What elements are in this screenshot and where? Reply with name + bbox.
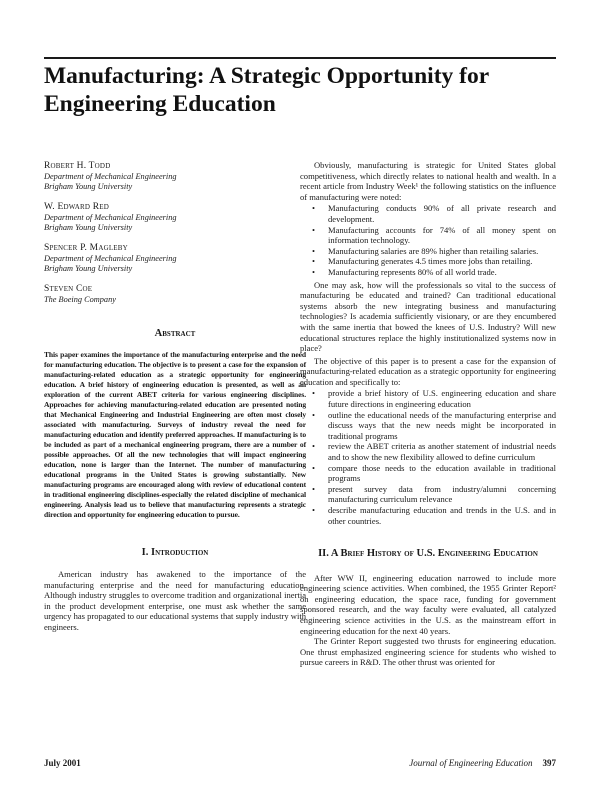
history-heading: II. A Brief History of U.S. Engineering Education: [318, 548, 538, 560]
author-name: Robert H. Todd: [44, 161, 111, 171]
footer-date: July 2001: [44, 758, 81, 768]
intro-heading: I. Introduction: [141, 547, 209, 558]
list-item: • Manufacturing conducts 90% of all private research and development.: [328, 203, 556, 224]
body-paragraph: The objective of this paper is to present a case for the expansion of manufacturing-related education as a strategic opportunity for engineering education and specifically to:: [300, 355, 556, 387]
author-block: [44, 201, 306, 233]
title-rule: [44, 57, 556, 59]
author-affiliation: Department of Mechanical Engineering: [44, 172, 177, 181]
author-block: [44, 160, 306, 192]
author-name: Steven Coe: [44, 284, 93, 294]
statistics-list: [300, 203, 556, 277]
intro-paragraph: American industry has awakened to the importance of the manufacturing enterprise and the need for manufacturing education. Although industry struggles to overcome tradition and organizational inertia in the product development enterprise, one must ask whether the same urgency has propagated to our educational systems that supply industry with engineers.: [44, 569, 306, 632]
objectives-list: [300, 388, 556, 526]
author-name: W. Edward Red: [44, 202, 109, 212]
body-paragraph: After WW II, engineering education narrowed to include more engineering science activities. When combined, the 1955 Grinter Report² on engineering education, the space race, funding for government sponsored research, and the way faculty were evaluated, all catalyzed engineering science activities in the U.S. as the mainstream effort in engineering education for the next 40 years.: [300, 572, 556, 636]
list-item: • present survey data from industry/alumni concerning manufacturing curriculum relevance: [328, 484, 556, 505]
author-affiliation: Department of Mechanical Engineering: [44, 213, 177, 222]
author-block: [44, 283, 306, 305]
author-institution: Brigham Young University: [44, 182, 133, 191]
body-paragraph: One may ask, how will the professionals so vital to the success of manufacturing be educated and trained? Can traditional educational systems absorb the new integrating business and manufacturing technologies? Is academia sufficiently visionary, or are they encumbered with the same inertia that bowed the knees of U.S. Industry? Will new educational structures replace the highly institutionalized systems now in place?: [300, 279, 556, 354]
author-institution: Brigham Young University: [44, 264, 133, 273]
author-name: Spencer P. Magleby: [44, 243, 128, 253]
footer-journal: [409, 758, 556, 768]
abstract-text: This paper examines the importance of the manufacturing enterprise and the need for manufacturing education. The objective is to present a case for the expansion of manufacturing-related education as a strategic opportunity for engineering education. A brief history of engineering education is presented, as well as an exploration of the current ABET criteria for various engineering disciplines. Approaches for achieving manufacturing-related education are presented noting that Mechanical Engineering and Industrial Engineering are often most closely associated with manufacturing. Surveys of industry reveal the need for manufacturing education and identify preferred approaches. If manufacturing is to be included as part of a mechanical engineering program, there are a number of possible approaches. Of all the new technologies that will impact engineering education, none is larger than the Internet. The number of manufacturing educational programs in the United States is growing substantially. New manufacturing programs are encouraged along with review of educational content in traditional engineering disciplines-especially the related discipline of mechanical engineering. Analysis lead us to believe that manufacturing represents a strategic direction and opportunity for engineering education to pursue.: [44, 350, 306, 519]
list-item: • review the ABET criteria as another statement of industrial needs and to show the new flexibility allowed to define curriculum: [328, 441, 556, 462]
paper-title: Manufacturing: A Strategic Opportunity for Engineering Education: [44, 63, 489, 117]
left-column: [44, 160, 306, 633]
list-item: • Manufacturing salaries are 89% higher than retailing salaries.: [328, 246, 556, 257]
list-item: • Manufacturing accounts for 74% of all money spent on information technology.: [328, 225, 556, 246]
list-item: • provide a brief history of U.S. engineering education and share future directions in engineering education: [328, 388, 556, 409]
list-item: • Manufacturing generates 4.5 times more jobs than retailing.: [328, 256, 556, 267]
author-affiliation: Department of Mechanical Engineering: [44, 254, 177, 263]
author-institution: Brigham Young University: [44, 223, 133, 232]
right-column: [300, 160, 556, 668]
author-affiliation: The Boeing Company: [44, 295, 116, 304]
abstract-heading: Abstract: [154, 328, 196, 339]
list-item: • outline the educational needs of the manufacturing enterprise and discuss ways that the new needs might be incorporated in traditional programs: [328, 410, 556, 442]
list-item: • compare those needs to the education available in traditional programs: [328, 463, 556, 484]
body-paragraph: The Grinter Report suggested two thrusts for engineering education. One thrust emphasized engineering science for students who wished to pursue careers in R&D. The other thrust was oriented for: [300, 636, 556, 668]
list-item: • describe manufacturing education and trends in the U.S. and in other countries.: [328, 505, 556, 526]
body-paragraph: Obviously, manufacturing is strategic for United States global competitiveness, which directly relates to national health and wealth. In a recent article from Industry Week¹ the following statistics on the influence of manufacturing were noted:: [300, 160, 556, 202]
journal-name: Journal of Engineering Education: [409, 758, 533, 768]
list-item: • Manufacturing represents 80% of all world trade.: [328, 267, 556, 278]
page-number: 397: [542, 758, 556, 768]
author-block: [44, 242, 306, 274]
